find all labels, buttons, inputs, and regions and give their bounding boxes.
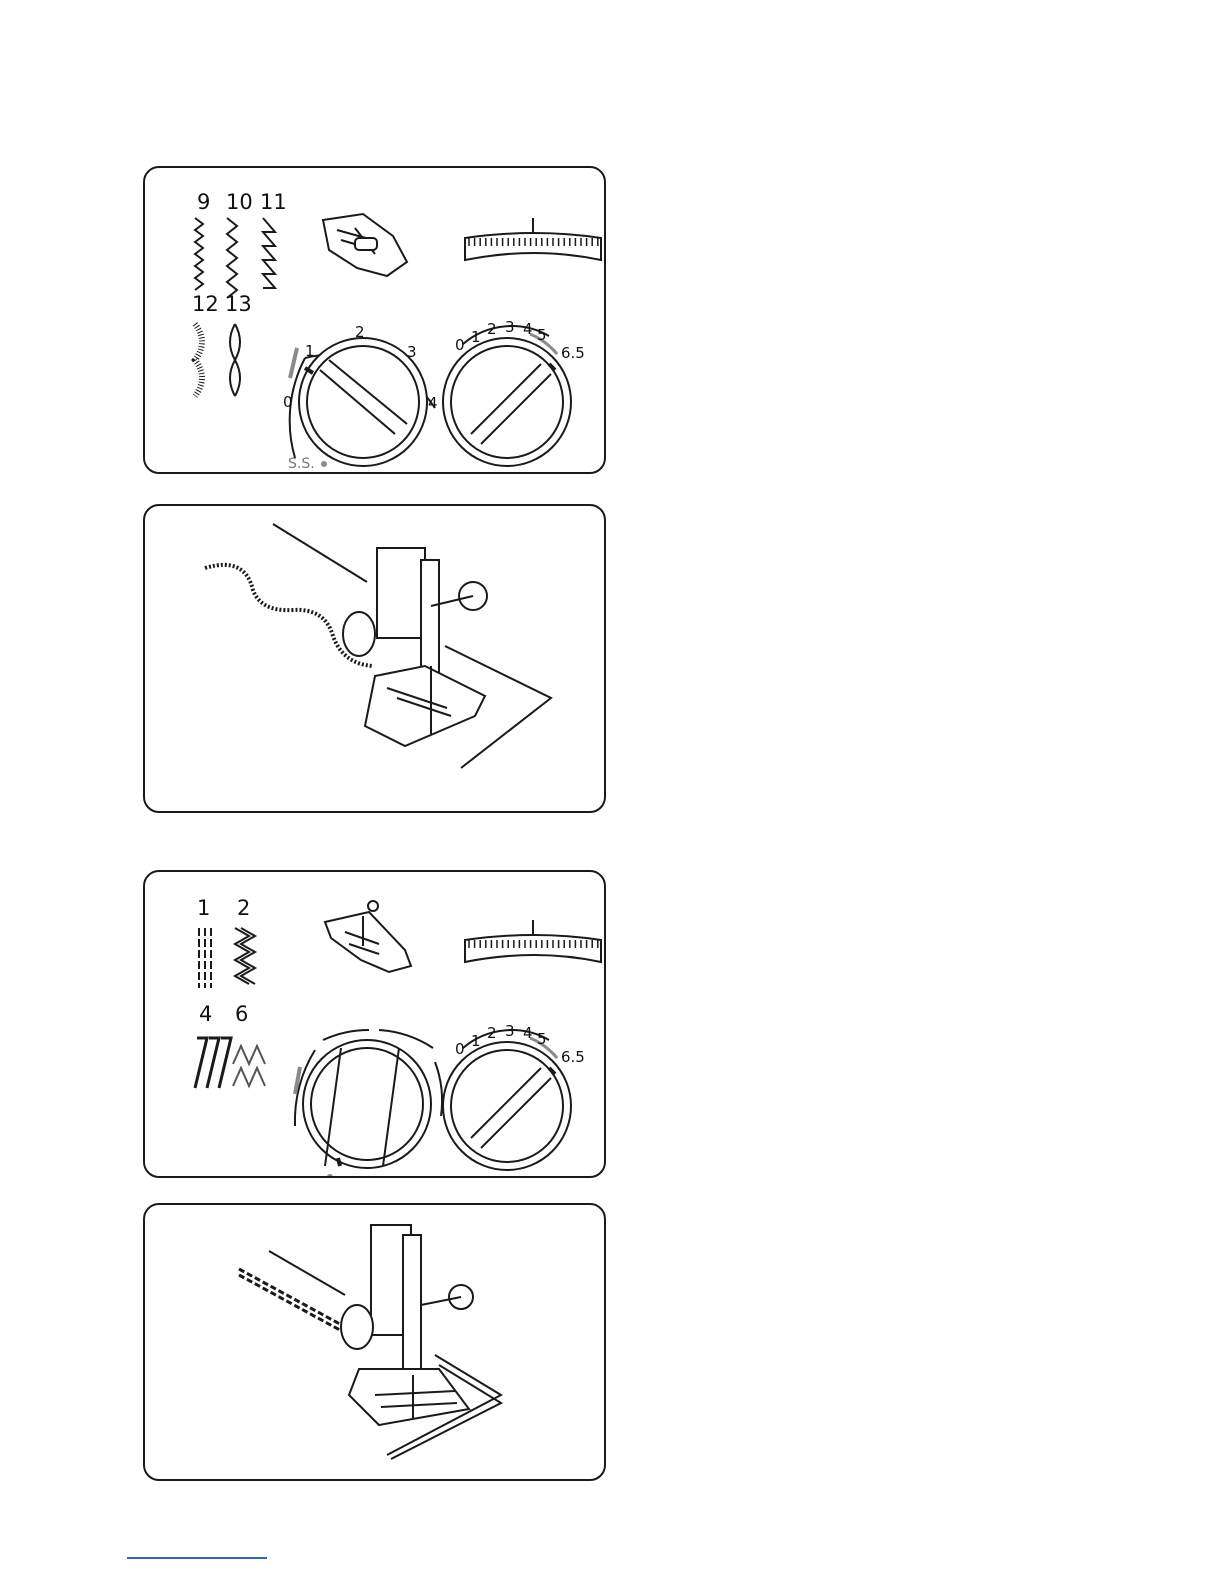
width-label-0: 0 xyxy=(455,1040,465,1058)
width-label-3: 3 xyxy=(505,1022,515,1040)
width-label-6-5: 6.5 xyxy=(561,344,585,362)
panel-pattern-settings-1 xyxy=(143,166,606,474)
stitch-length-dial-icon xyxy=(295,1030,442,1168)
panel3-artwork xyxy=(145,872,606,1178)
panel-illustration-zigzag xyxy=(143,504,606,813)
presser-foot-icon xyxy=(323,214,407,276)
sewing-machine-foot-illustration xyxy=(145,1205,606,1481)
zigzag-stitch-icon xyxy=(195,218,275,396)
width-label-5: 5 xyxy=(537,1030,547,1048)
length-label-3: 3 xyxy=(407,343,417,361)
pattern-number-2: 2 xyxy=(237,896,251,920)
ss-label: S.S. xyxy=(288,456,315,472)
pattern-number-1: 1 xyxy=(197,896,211,920)
length-label-0: 0 xyxy=(283,393,293,411)
width-label-2: 2 xyxy=(487,320,497,338)
length-label-4: 4 xyxy=(428,394,438,412)
width-label-3: 3 xyxy=(505,318,515,336)
width-label-6-5: 6.5 xyxy=(561,1048,585,1066)
pattern-number-10: 10 xyxy=(226,190,253,214)
panel1-artwork xyxy=(145,168,606,474)
straight-stitch-icon xyxy=(195,928,265,1088)
pattern-number-11: 11 xyxy=(260,190,287,214)
panel-pattern-settings-2 xyxy=(143,870,606,1178)
length-label-2: 2 xyxy=(355,323,365,341)
pattern-number-6: 6 xyxy=(235,1002,249,1026)
pattern-number-9: 9 xyxy=(197,190,211,214)
width-label-4: 4 xyxy=(523,320,533,338)
pattern-number-12: 12 xyxy=(192,292,219,316)
pattern-number-4: 4 xyxy=(199,1002,213,1026)
sewing-machine-foot-illustration xyxy=(145,506,606,813)
presser-foot-icon xyxy=(325,901,411,972)
pattern-number-13: 13 xyxy=(225,292,252,316)
width-label-5: 5 xyxy=(537,326,547,344)
width-label-0: 0 xyxy=(455,336,465,354)
length-label-1: 1 xyxy=(305,342,315,360)
width-label-4: 4 xyxy=(523,1024,533,1042)
width-label-2: 2 xyxy=(487,1024,497,1042)
width-label-1: 1 xyxy=(471,1032,481,1050)
width-label-1: 1 xyxy=(471,328,481,346)
footer-rule xyxy=(127,1557,267,1559)
panel-illustration-straight xyxy=(143,1203,606,1481)
